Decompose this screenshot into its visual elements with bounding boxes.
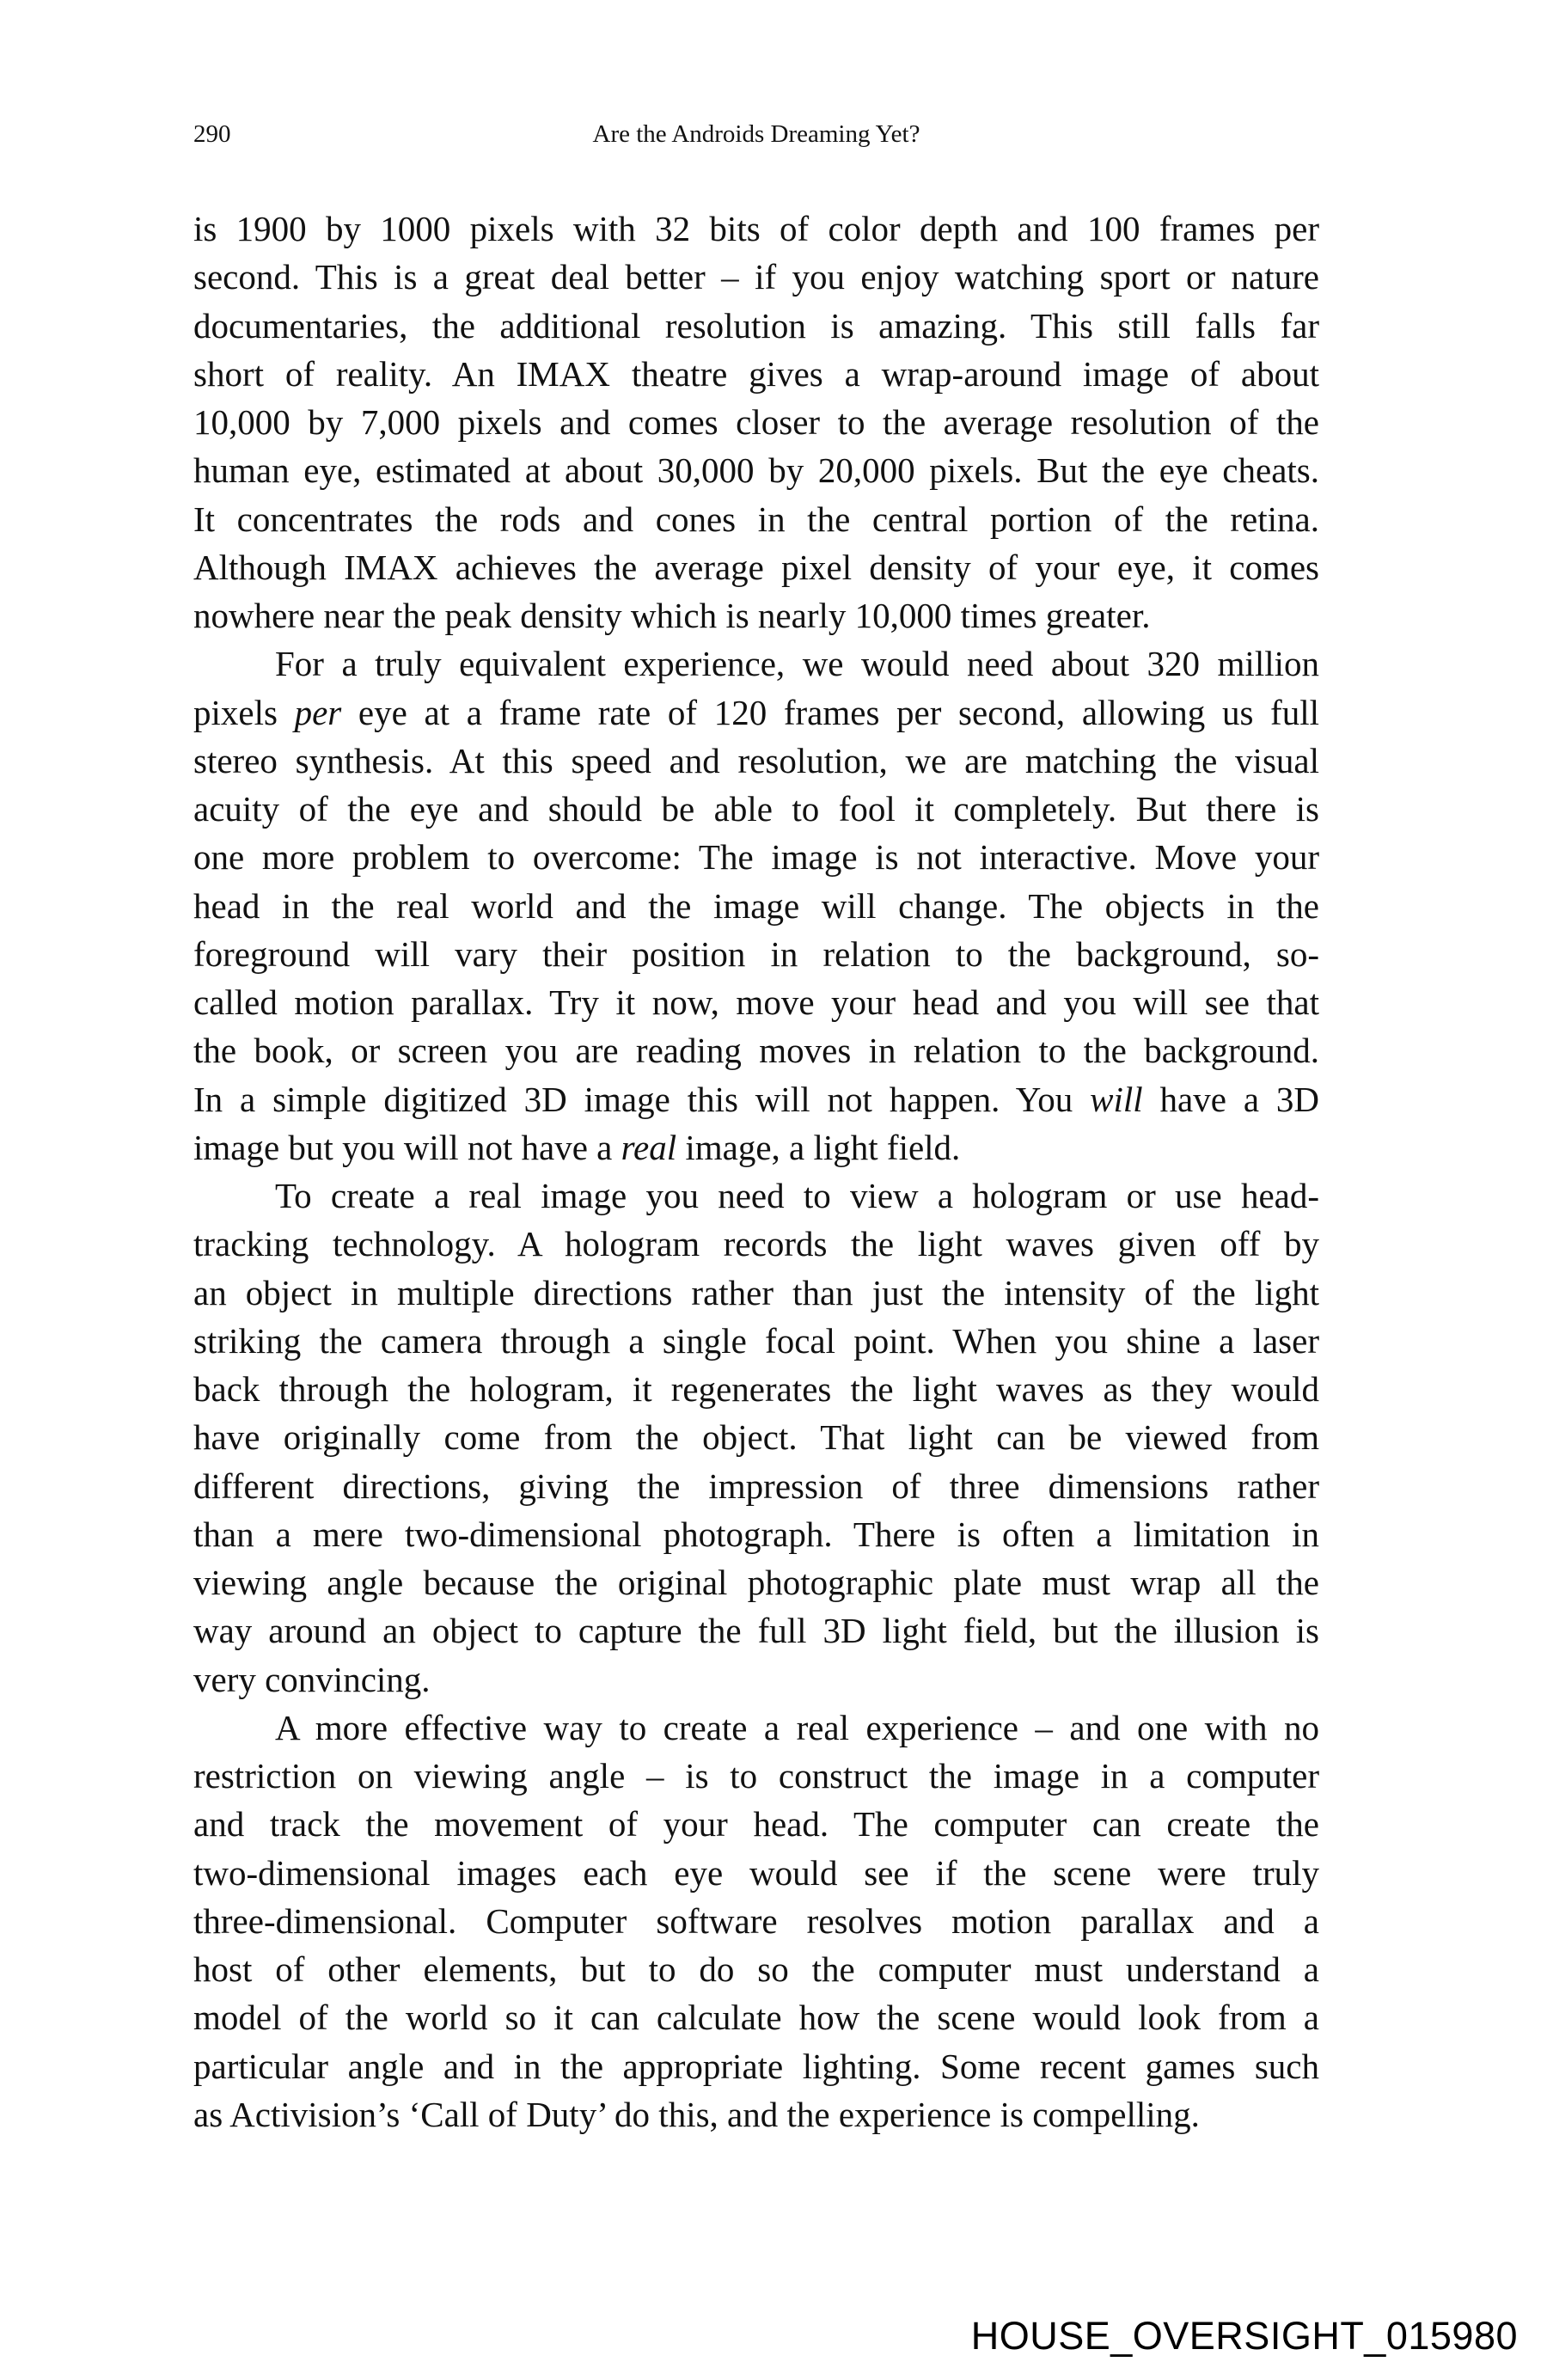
- text-run: particular angle and in the appropriate lighting. Some recent games such: [193, 2046, 1319, 2086]
- text-run: To create a real image you need to view a hologram or use head-: [275, 1176, 1319, 1215]
- text-run: restriction on viewing angle – is to construct the image in a computer: [193, 1756, 1319, 1796]
- text-line: [193, 2042, 1319, 2090]
- book-title: Are the Androids Dreaming Yet?: [592, 120, 920, 148]
- text-line: [193, 1993, 1319, 2041]
- text-line: [193, 688, 1319, 737]
- text-line: [193, 1365, 1319, 1413]
- text-run: three-dimensional. Computer software resolves motion parallax and a: [193, 1900, 1319, 1941]
- text-run: foreground will vary their position in relation to the background, so-: [193, 933, 1319, 974]
- text-run: human eye, estimated at about 30,000 by 20,000 pixels. But the eye cheats.: [193, 450, 1319, 491]
- text-line: [193, 1413, 1319, 1461]
- text-run: is 1900 by 1000 pixels with 32 bits of color depth and 100 frames per: [193, 209, 1319, 248]
- text-run: Although IMAX achieves the average pixel density of your eye, it comes: [193, 547, 1319, 587]
- page-number: 290: [193, 120, 231, 148]
- text-line: [193, 205, 1319, 253]
- text-run: have originally come from the object. That light can be viewed from: [193, 1417, 1319, 1458]
- text-run: way around an object to capture the full 3D light field, but the illusion is: [193, 1611, 1319, 1651]
- running-head: [193, 120, 1319, 155]
- text-run: tracking technology. A hologram records the light waves given off by: [193, 1224, 1319, 1264]
- text-line: [193, 1075, 1319, 1123]
- text-run: documentaries, the additional resolution is amazing. This still falls far: [193, 305, 1319, 346]
- text-line: [193, 1800, 1319, 1848]
- text-run: back through the hologram, it regenerates the light waves as they would: [193, 1369, 1319, 1409]
- text-line: [193, 1462, 1319, 1510]
- text-run: very convincing.: [193, 1659, 431, 1699]
- text-line: [193, 737, 1319, 785]
- text-line: [193, 978, 1319, 1026]
- text-line: [193, 1172, 1319, 1220]
- text-run: pixels: [193, 692, 295, 732]
- text-line: [193, 495, 1319, 543]
- text-run: the book, or screen you are reading moves in relation to the background.: [193, 1031, 1319, 1071]
- text-line: [193, 543, 1319, 591]
- text-line: [193, 1123, 1319, 1172]
- text-run: viewing angle because the original photographic plate must wrap all the: [193, 1563, 1319, 1602]
- text-line: [193, 446, 1319, 494]
- text-run: acuity of the eye and should be able to fool it completely. But there is: [193, 789, 1319, 829]
- text-run: 10,000 by 7,000 pixels and comes closer to the average resolution of the: [193, 402, 1319, 442]
- text-line: [193, 1317, 1319, 1365]
- text-line: [193, 930, 1319, 978]
- text-run: host of other elements, but to do so the computer must understand a: [193, 1949, 1319, 1989]
- text-run: A more effective way to create a real experience – and one with no: [275, 1707, 1319, 1747]
- italic-text: per: [294, 692, 342, 732]
- text-line: [193, 1558, 1319, 1606]
- italic-text: will: [1090, 1079, 1143, 1119]
- text-line: [193, 1849, 1319, 1897]
- text-line: [193, 1752, 1319, 1800]
- italic-text: real: [621, 1127, 677, 1167]
- text-run: than a mere two-dimensional photograph. There is often a limitation in: [193, 1514, 1319, 1554]
- text-run: different directions, giving the impression of three dimensions rather: [193, 1465, 1319, 1506]
- text-run: image, a light field.: [676, 1127, 961, 1167]
- text-line: [193, 2090, 1319, 2138]
- text-run: one more problem to overcome: The image is not interactive. Move your: [193, 837, 1319, 878]
- text-line: [193, 350, 1319, 398]
- text-run: nowhere near the peak density which is nearly 10,000 times greater.: [193, 596, 1151, 635]
- text-run: model of the world so it can calculate how the scene would look from a: [193, 1998, 1319, 2038]
- text-line: [193, 1655, 1319, 1704]
- text-run: an object in multiple directions rather than just the intensity of the light: [193, 1272, 1319, 1312]
- bates-number: HOUSE_OVERSIGHT_015980: [970, 2314, 1518, 2358]
- text-run: and track the movement of your head. The computer can create the: [193, 1804, 1319, 1845]
- text-line: [193, 639, 1319, 688]
- text-run: short of reality. An IMAX theatre gives a wrap-around image of about: [193, 353, 1319, 394]
- text-line: [193, 785, 1319, 833]
- text-line: [193, 1945, 1319, 1993]
- body-text: [193, 205, 1319, 2138]
- text-line: [193, 398, 1319, 446]
- text-run: In a simple digitized 3D image this will not happen. You: [193, 1079, 1091, 1119]
- text-run: For a truly equivalent experience, we would need about 320 million: [275, 644, 1319, 684]
- text-run: have a 3D: [1142, 1079, 1320, 1119]
- text-run: image but you will not have a: [193, 1127, 621, 1167]
- text-run: striking the camera through a single focal point. When you shine a laser: [193, 1320, 1319, 1361]
- text-run: eye at a frame rate of 120 frames per second, allowing us full: [341, 692, 1319, 732]
- text-line: [193, 882, 1319, 930]
- paragraph: [193, 205, 1319, 639]
- paragraph: [193, 1704, 1319, 2138]
- text-line: [193, 302, 1319, 350]
- text-run: two-dimensional images each eye would see if the scene were truly: [193, 1852, 1319, 1893]
- text-line: [193, 591, 1319, 639]
- text-run: as Activision’s ‘Call of Duty’ do this, and the experience is compelling.: [193, 2094, 1200, 2134]
- text-run: stereo synthesis. At this speed and resolution, we are matching the visual: [193, 740, 1319, 780]
- text-line: [193, 1606, 1319, 1655]
- text-run: head in the real world and the image will change. The objects in the: [193, 885, 1319, 926]
- text-run: It concentrates the rods and cones in the central portion of the retina.: [193, 499, 1319, 539]
- text-run: called motion parallax. Try it now, move your head and you will see that: [193, 982, 1319, 1022]
- text-line: [193, 833, 1319, 881]
- text-line: [193, 1510, 1319, 1558]
- paragraph: [193, 1172, 1319, 1704]
- text-run: second. This is a great deal better – if you enjoy watching sport or nature: [193, 257, 1319, 297]
- text-line: [193, 1897, 1319, 1945]
- text-line: [193, 1704, 1319, 1752]
- text-line: [193, 1220, 1319, 1268]
- paragraph: [193, 639, 1319, 1172]
- text-line: [193, 1026, 1319, 1074]
- text-line: [193, 253, 1319, 301]
- text-line: [193, 1269, 1319, 1317]
